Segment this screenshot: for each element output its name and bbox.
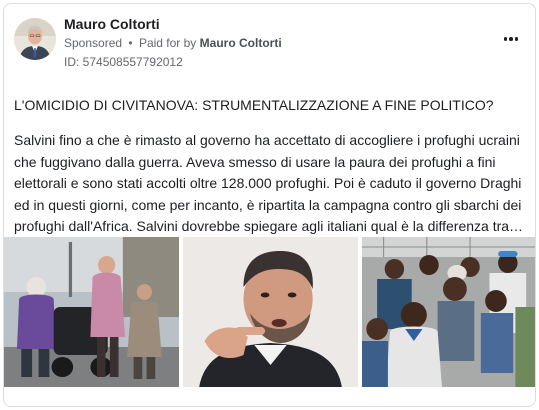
author-name[interactable]: Mauro Coltorti [64, 16, 160, 32]
more-options-icon[interactable] [501, 32, 521, 46]
image-gallery[interactable] [4, 237, 536, 387]
gallery-image-migrants-group[interactable] [362, 237, 536, 387]
body-line: ed in questi giorni, come per incanto, è ripartita la campagna contro gli sbarchi dei [14, 196, 522, 213]
paid-for-label: Paid for by [138, 36, 197, 50]
gallery-image-man-pointing[interactable] [183, 237, 358, 387]
body-line: Salvini fino a che è rimasto al governo ha accettato di accogliere i profughi ucraini [14, 132, 520, 148]
paid-for-name[interactable]: Mauro Coltorti [199, 36, 282, 50]
body-line: elettorali e sono stati accolti oltre 128.000 profughi. Poi è caduto il governo Draghi [14, 175, 522, 191]
sponsorship-info [64, 36, 282, 50]
separator-dot: • [128, 36, 133, 50]
ad-id: ID: 574508557792012 [64, 55, 183, 69]
post-headline: L'OMICIDIO DI CIVITANOVA: STRUMENTALIZZAZIONE A FINE POLITICO? [14, 97, 494, 113]
avatar[interactable] [14, 18, 56, 60]
body-line: profughi dall'Africa. Salvini dovrebbe spiegare agli italiani qual è la differenza tra… [14, 218, 524, 234]
body-line: che fuggivano dalla guerra. Aveva smesso di usare la paura dei profughi a fini [14, 153, 496, 170]
gallery-image-refugees-street[interactable] [4, 237, 179, 387]
sponsored-label[interactable]: Sponsored [64, 36, 123, 50]
post-body [14, 130, 532, 238]
ad-card [3, 3, 536, 407]
